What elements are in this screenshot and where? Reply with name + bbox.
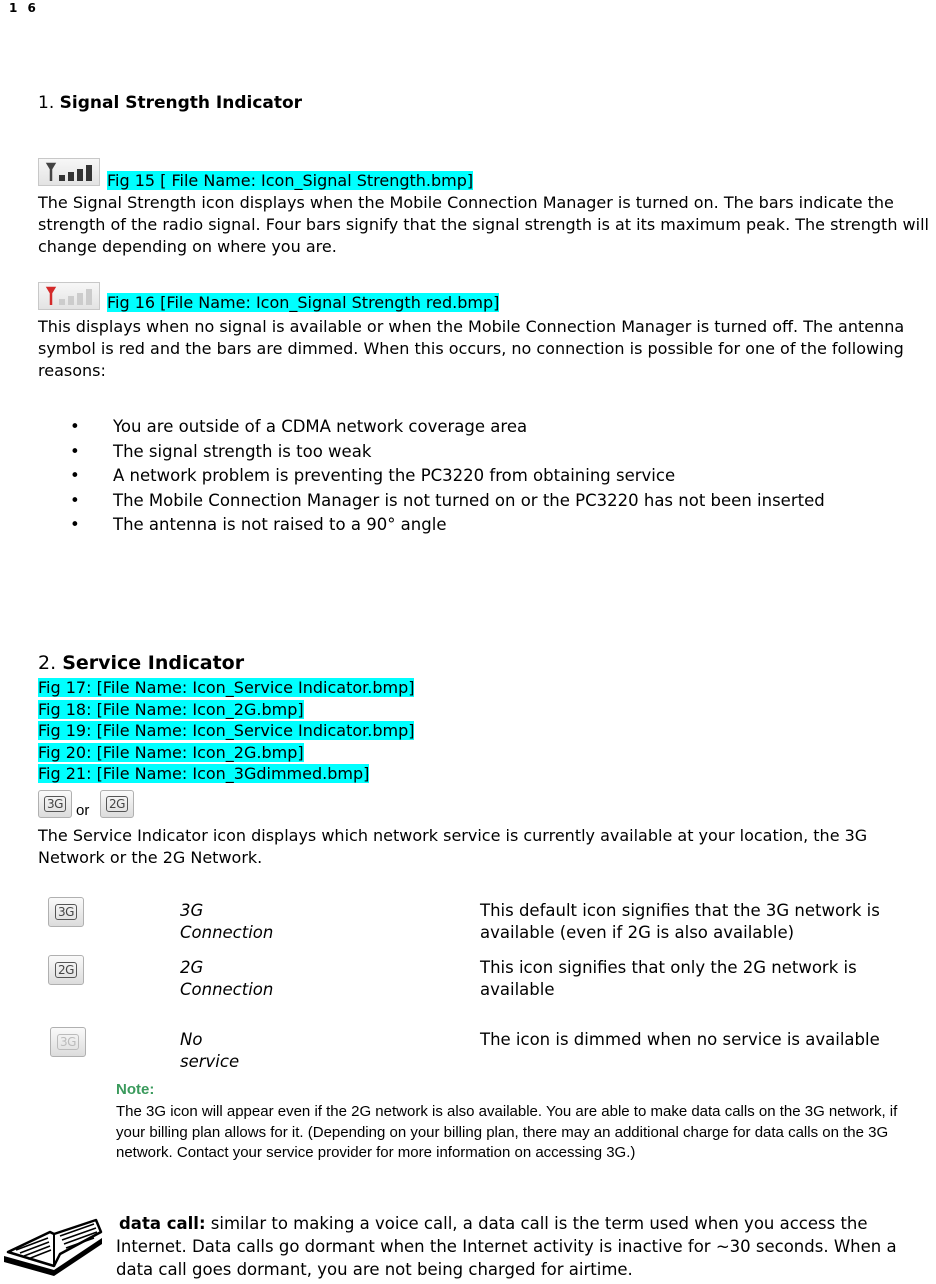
list-item: • The signal strength is too weak — [70, 441, 825, 466]
page-number: 1 6 — [9, 1, 39, 15]
fig-captions — [38, 677, 414, 785]
fig16-caption — [107, 292, 499, 314]
table-label: 2G Connection — [180, 958, 274, 999]
list-item: • A network problem is preventing the PC3220 from obtaining service — [70, 465, 825, 490]
fig15-caption — [107, 170, 473, 192]
table-description: The icon is dimmed when no service is available — [480, 1030, 880, 1049]
fig16-caption-text: Fig 16 [File Name: Icon_Signal Strength red.bmp] — [107, 293, 500, 312]
table-label: 3G Connection — [180, 901, 274, 942]
fig21-caption: Fig 21: [File Name: Icon_3Gdimmed.bmp] — [38, 764, 370, 783]
fig17-caption: Fig 17: [File Name: Icon_Service Indicator.bmp] — [38, 678, 415, 697]
section2-heading — [38, 652, 244, 674]
note-text: The 3G icon will appear even if the 2G network is also available. You are able to make data calls on the 3G network, if your billing plan allows for it. (Depending on your billing plan, there may an additional charge for data calls on the 3G network. Contact your service provider for more information on accessing 3G.) — [116, 1103, 898, 1161]
data-call-text: similar to making a voice call, a data call is the term used when you access the Internet. Data calls go dormant when the Internet activity is inactive for ~30 seconds. When a data call goes dormant, you are not being charged for airtime. — [116, 1214, 897, 1279]
reasons-list — [70, 416, 825, 539]
section1-title: Signal Strength Indicator — [59, 93, 303, 113]
3g-icon: 3G — [38, 790, 72, 818]
fig18-caption: Fig 18: [File Name: Icon_2G.bmp] — [38, 699, 304, 719]
list-item: • You are outside of a CDMA network coverage area — [70, 416, 825, 441]
2g-connection-icon: 2G — [48, 955, 84, 985]
list-item: • The Mobile Connection Manager is not turned on or the PC3220 has not been inserted — [70, 490, 825, 515]
data-call-definition — [116, 1212, 936, 1281]
section2-title: Service Indicator — [62, 652, 245, 674]
service-indicator-description: The Service Indicator icon displays which network service is currently available at your location, the 3G Network or the 2G Network. — [38, 826, 868, 867]
table-label: No service — [180, 1030, 240, 1071]
fig20-caption: Fig 20: [File Name: Icon_2G.bmp] — [38, 742, 304, 762]
section1-heading — [38, 92, 302, 114]
or-text: or — [76, 802, 90, 819]
book-icon — [2, 1214, 104, 1284]
fig15-description: The Signal Strength icon displays when the Mobile Connection Manager is turned on. The bars indicate the strength of the radio signal. Four bars signify that the signal strength is at its maximum peak. The strength will change depending on where you are. — [38, 193, 929, 256]
note-title: Note: — [116, 1081, 155, 1098]
fig16-description: This displays when no signal is available or when the Mobile Connection Manager is turned off. The antenna symbol is red and the bars are dimmed. When this occurs, no connection is possible for one of the following reasons: — [38, 317, 905, 380]
2g-icon: 2G — [100, 790, 134, 818]
table-description: This icon signifies that only the 2G network is available — [480, 958, 857, 999]
section2-number: 2. — [38, 652, 57, 674]
fig15-caption-text: Fig 15 [ File Name: Icon_Signal Strength.bmp] — [107, 171, 474, 190]
3g-dimmed-icon: 3G — [50, 1027, 86, 1057]
3g-connection-icon: 3G — [48, 897, 84, 927]
table-description: This default icon signifies that the 3G network is available (even if 2G is also available) — [480, 901, 880, 942]
signal-strength-red-icon — [38, 282, 100, 310]
list-item: • The antenna is not raised to a 90° angle — [70, 514, 825, 539]
data-call-term: data call: — [119, 1214, 206, 1233]
fig19-caption: Fig 19: [File Name: Icon_Service Indicator.bmp] — [38, 721, 415, 740]
signal-strength-icon — [38, 158, 100, 186]
section1-number: 1. — [38, 93, 55, 113]
